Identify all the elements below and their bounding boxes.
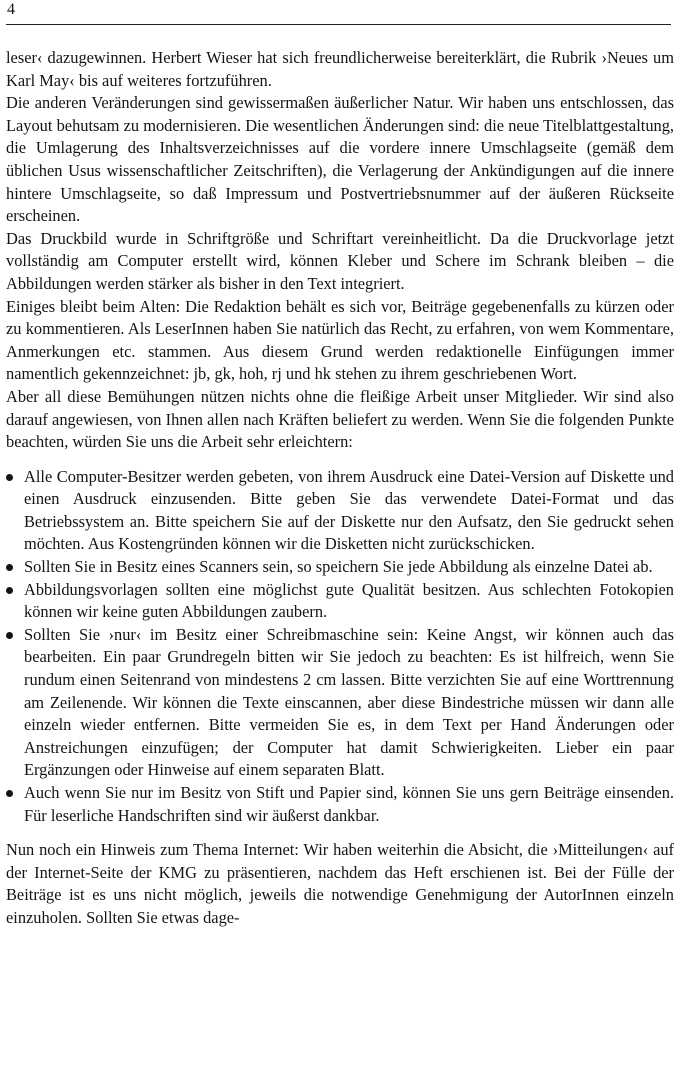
bullet-list <box>6 466 674 828</box>
bullet-text: Auch wenn Sie nur im Besitz von Stift und Papier sind, können Sie uns gern Beiträge einsenden. Für leserliche Handschriften sind wir äußerst dankbar. <box>24 783 674 825</box>
bullet-text: Alle Computer-Besitzer werden gebeten, von ihrem Ausdruck eine Datei-Version auf Diskette und einen Ausdruck einzusenden. Bitte geben Sie das verwendete Datei-Format und das Betriebssystem an. Bitte speichern Sie auf der Diskette nur den Aufsatz, den Sie gedruckt sehen möchten. Aus Kostengründen können wir die Disketten nicht zurückschicken. <box>24 466 674 554</box>
bullet-item <box>6 624 674 782</box>
bullet-item <box>6 466 674 556</box>
bullet-icon <box>6 564 13 571</box>
paragraph: leser‹ dazugewinnen. Herbert Wieser hat sich freundlicherweise bereiterklärt, die Rubrik ›Neues um Karl May‹ bis auf weiteres fortzuführen. <box>6 48 674 90</box>
bullet-text: Sollten Sie ›nur‹ im Besitz einer Schreibmaschine sein: Keine Angst, wir können auch das bearbeiten. Ein paar Grundregeln bitten wir Sie jedoch zu beachten: Es ist hilfreich, wenn Sie rundum einen Seitenrand von mindestens 2 cm lassen. Bitte verzichten Sie auf eine Worttrennung am Zeilenende. Wir können die Texte einscannen, aber diese Bindestriche müssen wir dann alle einzeln wieder entfernen. Bitte vermeiden Sie es, in dem Text per Hand Änderungen oder Anstreichungen einzufügen; der Computer hat damit Schwierigkeiten. Lieber ein paar Ergänzungen oder Hinweise auf einem separaten Blatt. <box>24 624 674 780</box>
page-number: 4 <box>7 1 15 18</box>
bullet-text: Abbildungsvorlagen sollten eine möglichst gute Qualität besitzen. Aus schlechten Fotokopien können wir keine guten Abbildungen zaubern. <box>24 579 674 622</box>
bullet-item <box>6 556 674 579</box>
bullet-icon <box>6 587 13 594</box>
body-text <box>6 47 674 930</box>
paragraph: Die anderen Veränderungen sind gewissermaßen äußerlicher Natur. Wir haben uns entschlossen, das Layout behutsam zu modernisieren. Die wesentlichen Änderungen sind: die neue Titelblattgestaltung, die Umlagerung des Inhaltsverzeichnisses auf die vordere innere Umschlagseite (gemäß dem üblichen Usus wissenschaftlicher Zeitschriften), die Verlagerung der Ankündigungen auf die innere hintere Umschlagseite, so daß Impressum und Postvertriebsnummer auf der äußeren Rückseite erscheinen. <box>6 93 674 226</box>
bullet-item <box>6 782 674 827</box>
bullet-icon <box>6 474 13 481</box>
bullet-text: Sollten Sie in Besitz eines Scanners sein, so speichern Sie jede Abbildung als einzelne Datei ab. <box>24 557 653 577</box>
bullet-item <box>6 579 674 624</box>
bullet-icon <box>6 790 13 797</box>
paragraph: Aber all diese Bemühungen nützen nichts ohne die fleißige Arbeit unser Mitglieder. Wir sind also darauf angewiesen, von Ihnen allen nach Kräften beliefert zu werden. Wenn Sie die folgenden Punkte beachten, würden Sie uns die Arbeit sehr erleichtern: <box>6 386 674 452</box>
paragraph: Das Druckbild wurde in Schriftgröße und Schriftart vereinheitlicht. Da die Druckvorlage jetzt vollständig am Computer erstellt wird, können Kleber und Schere im Schrank bleiben – die Abbildungen werden stärker als bisher in den Text integriert. <box>6 228 674 293</box>
bullet-icon <box>6 632 13 639</box>
closing-paragraph: Nun noch ein Hinweis zum Thema Internet: Wir haben weiterhin die Absicht, die ›Mitteilungen‹ auf der Internet-Seite der KMG zu präsentieren, nachdem das Heft erschienen ist. Bei der Fülle der Beiträge ist es uns nicht möglich, jeweils die notwendige Genehmigung der AutorInnen einzeln einzuholen. Sollten Sie etwas dage- <box>6 840 674 927</box>
header-rule <box>6 24 671 25</box>
paragraph: Einiges bleibt beim Alten: Die Redaktion behält es sich vor, Beiträge gegebenenfalls zu kürzen oder zu kommentieren. Als LeserInnen haben Sie natürlich das Recht, zu erfahren, von wem Kommentare, Anmerkungen etc. stammen. Aus diesem Grund werden redaktionelle Einfügungen immer namentlich gekennzeichnet: jb, gk, hoh, rj und hk stehen zu ihrem geschriebenen Wort. <box>6 296 674 384</box>
